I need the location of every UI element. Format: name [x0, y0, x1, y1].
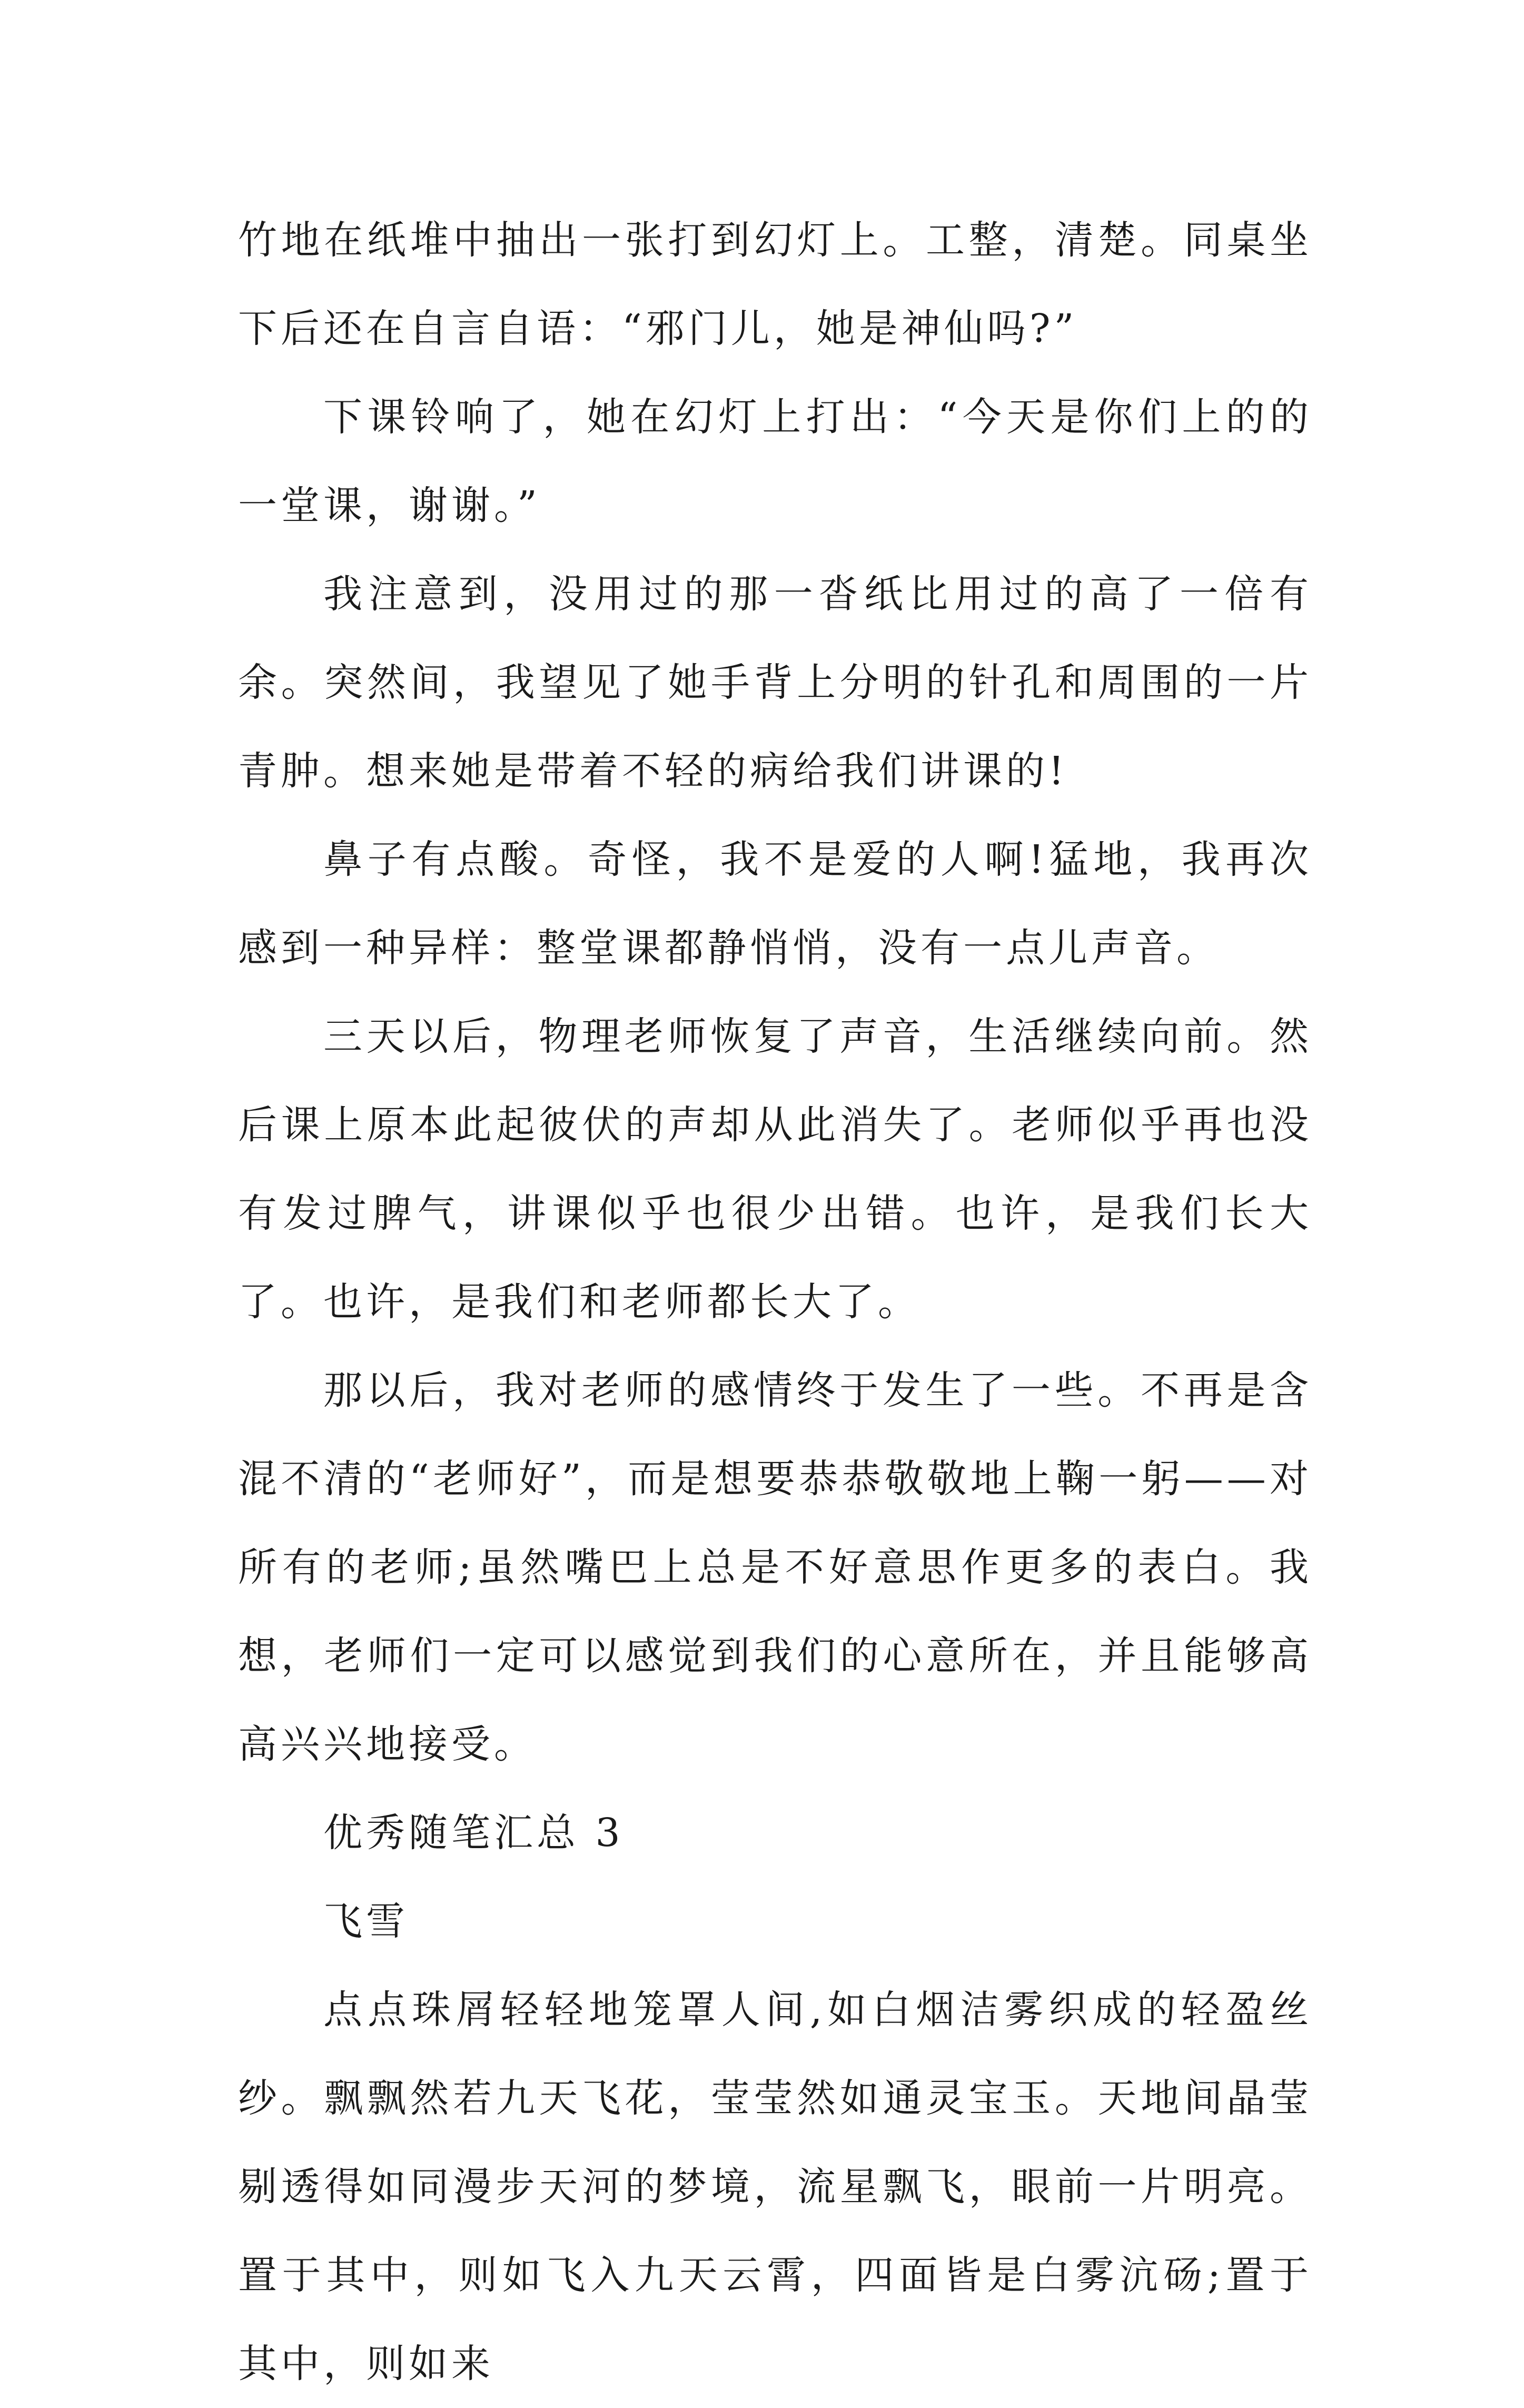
- section-heading: 优秀随笔汇总 3: [323, 1810, 624, 1856]
- paragraph: 我注意到，没用过的那一沓纸比用过的高了一倍有余。突然间，我望见了她手背上分明的针孔和周围的一片青肿。想来她是带着不轻的病给我们讲课的!: [238, 571, 1312, 794]
- paragraph: 那以后，我对老师的感情终于发生了一些。不再是含混不清的“老师好”，而是想要恭恭敬敬地上鞠一躬——对所有的老师;虽然嘴巴上总是不好意思作更多的表白。我想，老师们一定可以感觉到我们的心意所在，并且能够高高兴兴地接受。: [238, 1368, 1312, 1767]
- paragraph: 下课铃响了，她在幻灯上打出：“今天是你们上的的一堂课，谢谢。”: [238, 394, 1312, 528]
- document-body: [238, 196, 1312, 2408]
- paragraph: 三天以后，物理老师恢复了声音，生活继续向前。然后课上原本此起彼伏的声却从此消失了。老师似乎再也没有发过脾气，讲课似乎也很少出错。也许，是我们长大了。也许，是我们和老师都长大了。: [238, 1014, 1312, 1325]
- essay-title: 飞雪: [323, 1899, 409, 1944]
- paragraph: 竹地在纸堆中抽出一张打到幻灯上。工整，清楚。同桌坐下后还在自言自语：“邪门儿，她是神仙吗?”: [238, 218, 1312, 351]
- paragraph: 鼻子有点酸。奇怪，我不是爱的人啊!猛地，我再次感到一种异样：整堂课都静悄悄，没有一点儿声音。: [238, 837, 1312, 971]
- paragraph: 点点珠屑轻轻地笼罩人间,如白烟洁雾织成的轻盈丝纱。飘飘然若九天飞花，莹莹然如通灵宝玉。天地间晶莹剔透得如同漫步天河的梦境，流星飘飞，眼前一片明亮。置于其中，则如飞入九天云霄，四面皆是白雾沆砀;置于其中，则如来: [238, 1987, 1312, 2386]
